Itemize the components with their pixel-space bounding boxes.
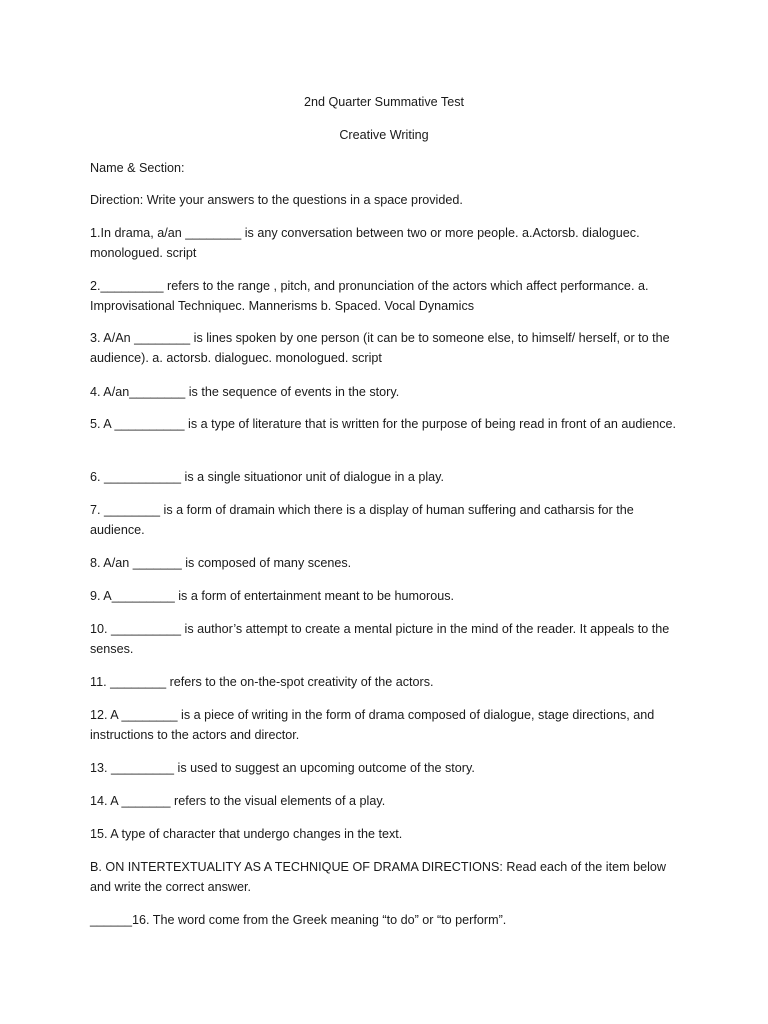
question-item-16: ______16. The word come from the Greek meaning “to do” or “to perform”. [90, 913, 507, 927]
section-b-directions: B. ON INTERTEXTUALITY AS A TECHNIQUE OF DRAMA DIRECTIONS: Read each of the item below and write the correct answer. [90, 860, 666, 894]
question-item-10: 10. __________ is author’s attempt to create a mental picture in the mind of the reader. It appeals to the senses. [90, 622, 670, 656]
question-item-9: 9. A_________ is a form of entertainment meant to be humorous. [90, 589, 455, 603]
question-item-1: 1.In drama, a/an ________ is any conversation between two or more people. a.Actorsb. dialoguec. monologued. script [90, 226, 640, 260]
question-item-3: 3. A/An ________ is lines spoken by one person (it can be to someone else, to himself/ herself, or to the audience). a. actorsb. dialoguec. monologued. script [90, 331, 670, 365]
question-item-12: 12. A ________ is a piece of writing in the form of drama composed of dialogue, stage directions, and instructions to the actors and director. [90, 708, 655, 742]
question-item-7: 7. ________ is a form of dramain which there is a display of human suffering and catharsis for the audience. [90, 503, 634, 537]
document-title: 2nd Quarter Summative Test [303, 95, 465, 109]
question-item-2: 2._________ refers to the range , pitch, and pronunciation of the actors which affect performance. a. Improvisational Techniquec. Mannerisms b. Spaced. Vocal Dynamics [90, 279, 649, 313]
question-item-4: 4. A/an________ is the sequence of events in the story. [90, 385, 400, 399]
question-item-11: 11. ________ refers to the on-the-spot creativity of the actors. [90, 675, 434, 689]
name-section-label: Name & Section: [90, 161, 185, 175]
question-item-15: 15. A type of character that undergo changes in the text. [90, 827, 403, 841]
question-item-6: 6. ___________ is a single situationor unit of dialogue in a play. [90, 470, 445, 484]
document-subject: Creative Writing [339, 128, 429, 142]
question-item-14: 14. A _______ refers to the visual elements of a play. [90, 794, 386, 808]
direction-text: Direction: Write your answers to the questions in a space provided. [90, 193, 463, 207]
question-item-13: 13. _________ is used to suggest an upcoming outcome of the story. [90, 761, 475, 775]
question-item-5: 5. A __________ is a type of literature that is written for the purpose of being read in front of an audience. [90, 417, 676, 431]
question-item-8: 8. A/an _______ is composed of many scenes. [90, 556, 352, 570]
